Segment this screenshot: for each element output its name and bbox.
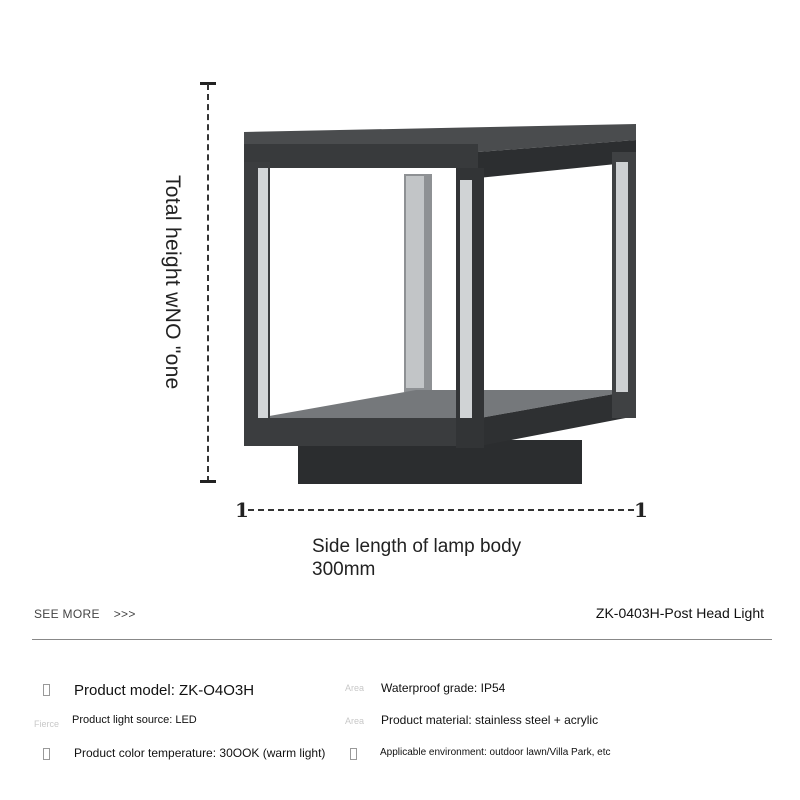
height-dimension-label: Total height wNO "one <box>161 175 184 390</box>
side-dimension-tick-left: 1 <box>235 498 249 522</box>
spec-waterproof-grade: Waterproof grade: IP54 <box>381 681 506 695</box>
bullet-icon <box>350 748 357 760</box>
spec-product-model: Product model: ZK-O4O3H <box>74 682 255 699</box>
post-head-lamp-illustration <box>240 122 640 490</box>
faint-label-area: Area <box>345 716 365 726</box>
spec-product-material: Product material: stainless steel + acrylic <box>381 713 599 727</box>
lamp-base <box>298 440 582 484</box>
bullet-icon <box>43 684 50 696</box>
faint-label-area: Area <box>345 683 365 693</box>
side-length-caption: Side length of lamp body <box>312 536 522 557</box>
side-length-label <box>312 535 521 581</box>
see-more-arrows: >>> <box>113 607 136 621</box>
side-dimension-tick-right: 1 <box>634 498 648 522</box>
side-dimension-line <box>248 509 634 511</box>
section-divider <box>32 639 772 640</box>
spec-light-source: Product light source: LED <box>72 714 197 726</box>
spec-applicable-environment: Applicable environment: outdoor lawn/Villa Park, etc <box>380 747 611 758</box>
side-length-value: 300mm <box>312 559 376 580</box>
faint-label-fierce: Fierce <box>34 719 60 729</box>
spec-color-temperature: Product color temperature: 30OOK (warm light) <box>74 746 326 760</box>
see-more-link[interactable] <box>34 607 136 621</box>
see-more-label: SEE MORE <box>34 607 100 621</box>
height-dimension-cap-bottom <box>200 480 216 483</box>
height-dimension-line <box>207 84 209 482</box>
bullet-icon <box>43 748 50 760</box>
product-title: ZK-0403H-Post Head Light <box>595 605 764 621</box>
